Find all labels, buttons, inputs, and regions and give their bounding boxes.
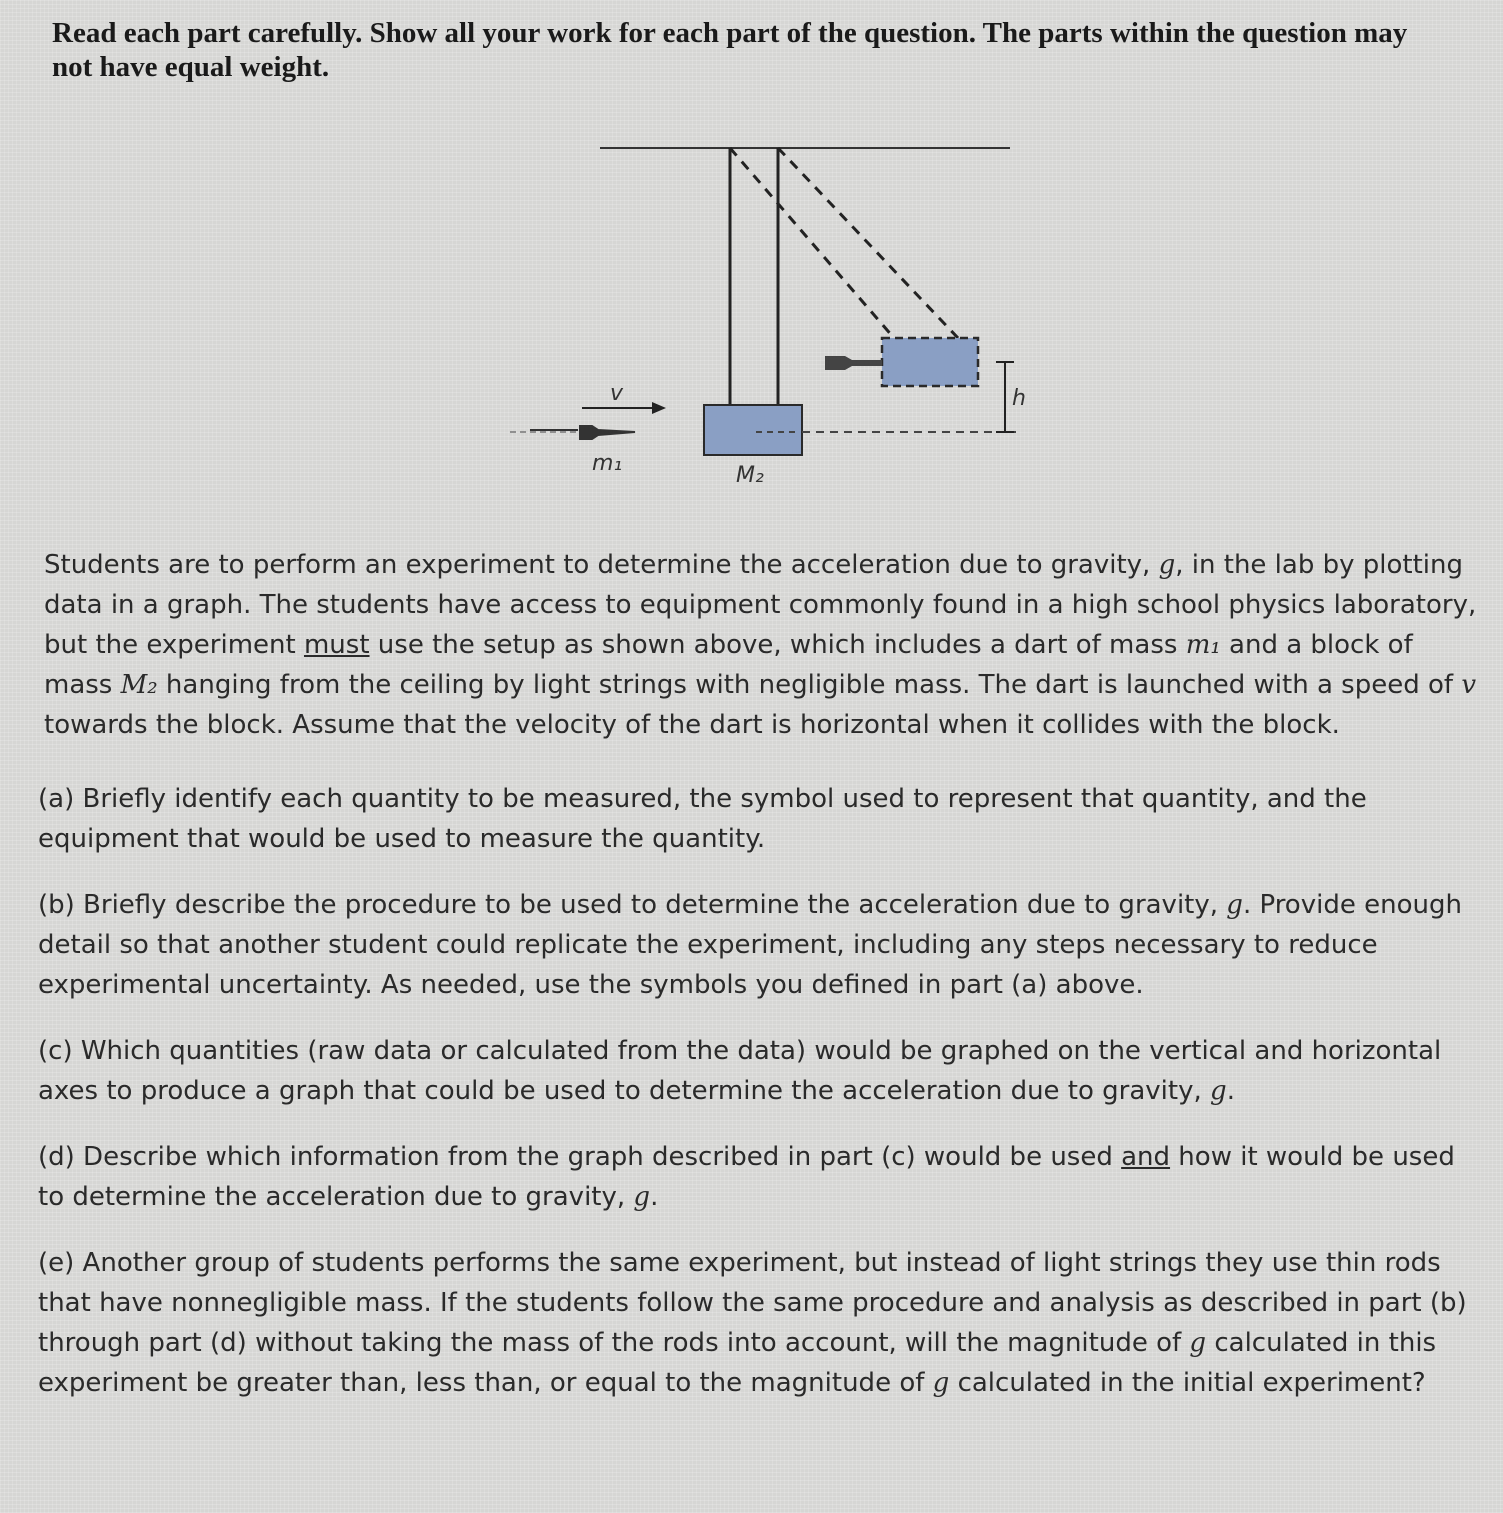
swung-string-right	[778, 148, 958, 338]
pendulum-diagram	[500, 130, 1040, 510]
block-m2-swung	[882, 338, 978, 386]
label-M2: M₂	[736, 463, 764, 488]
part-a: (a) Briefly identify each quantity to be measured, the symbol used to represent that quantity, and the equipment that would be used to measure the quantity.	[38, 784, 1367, 854]
question-body	[30, 545, 1485, 1429]
label-h: h	[1012, 386, 1026, 411]
part-d: (d) Describe which information from the graph described in part (c) would be used and how it would be used to determine the acceleration due to gravity, g.	[38, 1142, 1455, 1212]
swung-string-left	[730, 148, 900, 345]
instructions-heading: Read each part carefully. Show all your work for each part of the question. The parts within the question may not have equal weight.	[52, 17, 1408, 83]
part-b: (b) Briefly describe the procedure to be used to determine the acceleration due to gravity, g. Provide enough detail so that another student could replicate the experiment, including any steps necessary to reduce experimental uncertainty. As needed, use the symbols you defined in part (a) above.	[38, 890, 1462, 1000]
block-m2	[704, 405, 802, 455]
part-e: (e) Another group of students performs the same experiment, but instead of light strings they use thin rods that have nonnegligible mass. If the students follow the same procedure and analysis as described in part (b) through part (d) without taking the mass of the rods into account, will the magnitude of g calculated in this experiment be greater than, less than, or equal to the magnitude of g calculated in the initial experiment?	[38, 1248, 1467, 1398]
label-m1: m₁	[592, 451, 623, 476]
dart-embedded	[825, 356, 882, 370]
label-v: v	[610, 381, 624, 406]
intro-paragraph: Students are to perform an experiment to determine the acceleration due to gravity, g, in the lab by plotting data in a graph. The students have access to equipment commonly found in a high school physics laboratory, but the experiment must use the setup as shown above, which includes a dart of mass m₁ and a block of mass M₂ hanging from the ceiling by light strings with negligible mass. The dart is launched with a speed of v towards the block. Assume that the velocity of the dart is horizontal when it collides with the block.	[44, 550, 1477, 740]
part-c: (c) Which quantities (raw data or calculated from the data) would be graphed on the vertical and horizontal axes to produce a graph that could be used to determine the acceleration due to gravity, g.	[38, 1036, 1442, 1106]
